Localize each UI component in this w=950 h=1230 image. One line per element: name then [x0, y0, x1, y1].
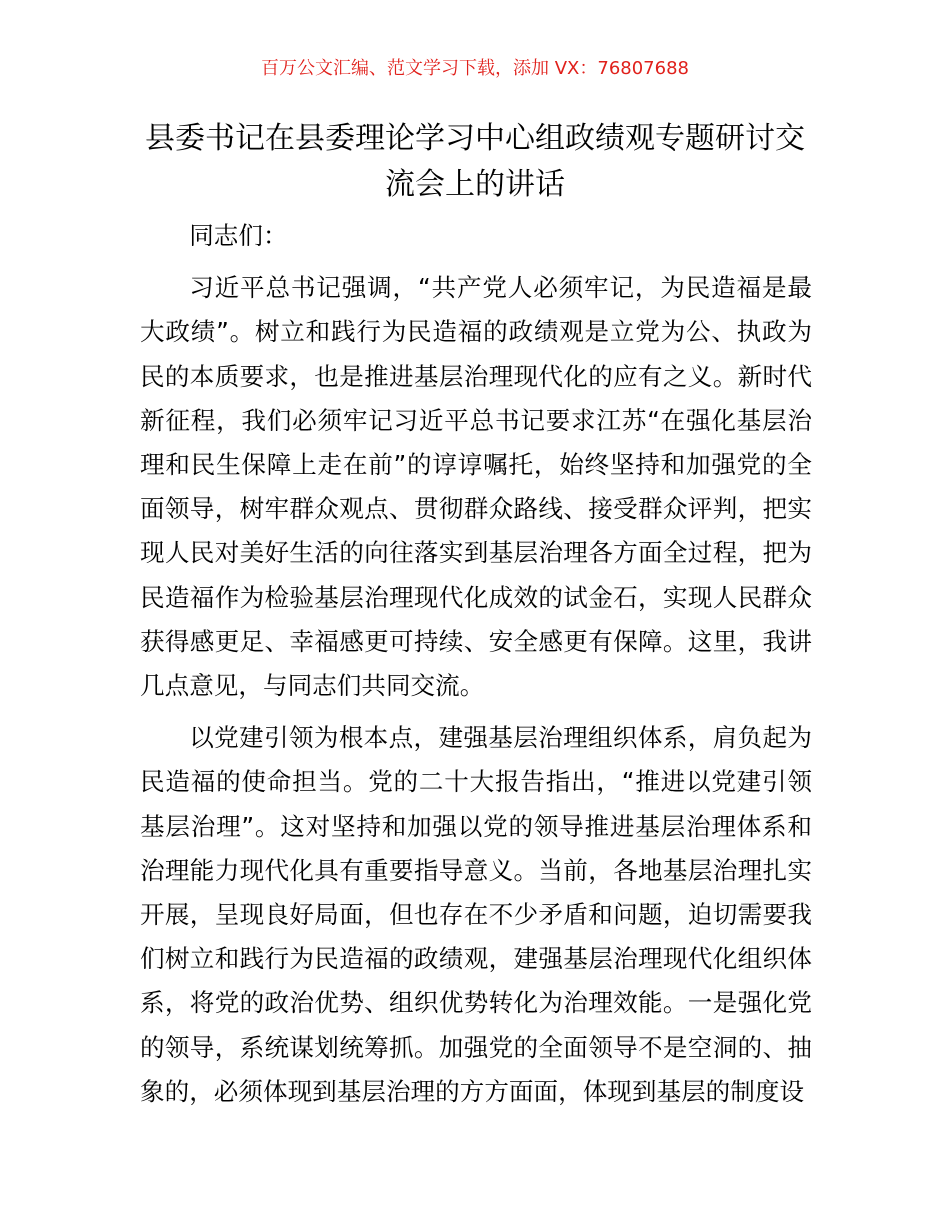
salutation: 同志们： — [189, 221, 288, 250]
document-body — [140, 214, 812, 1122]
body-paragraph: 习近平总书记强调，“共产党人必须牢记，为民造福是最大政绩”。树立和践行为民造福的政绩观是立党为公、执政为民的本质要求，也是推进基层治理现代化的应有之义。新时代新征程，我们必须牢记习近平总书记要求江苏“在强化基层治理和民生保障上走在前”的谆谆嘱托，始终坚持和加强党的全面领导，树牢群众观点、贯彻群众路线、接受群众评判，把实现人民对美好生活的向往落实到基层治理各方面全过程，把为民造福作为检验基层治理现代化成效的试金石，实现人民群众获得感更足、幸福感更可持续、安全感更有保障。这里，我讲几点意见，与同志们共同交流。 — [140, 273, 812, 701]
header-banner: 百万公文汇编、范文学习下载，添加 VX：76807688 — [261, 58, 689, 79]
body-paragraph: 以党建引领为根本点，建强基层治理组织体系，肩负起为民造福的使命担当。党的二十大报告指出，“推进以党建引领基层治理”。这对坚持和加强以党的领导推进基层治理体系和治理能力现代化具有重要指导意义。当前，各地基层治理扎实开展，呈现良好局面，但也存在不少矛盾和问题，迫切需要我们树立和践行为民造福的政绩观，建强基层治理现代化组织体系，将党的政治优势、组织优势转化为治理效能。一是强化党的领导，系统谋划统筹抓。加强党的全面领导不是空洞的、抽象的，必须体现到基层治理的方方面面，体现到基层的制度设 — [140, 723, 812, 1106]
document-title: 县委书记在县委理论学习中心组政绩观专题研讨交流会上的讲话 — [145, 121, 805, 202]
